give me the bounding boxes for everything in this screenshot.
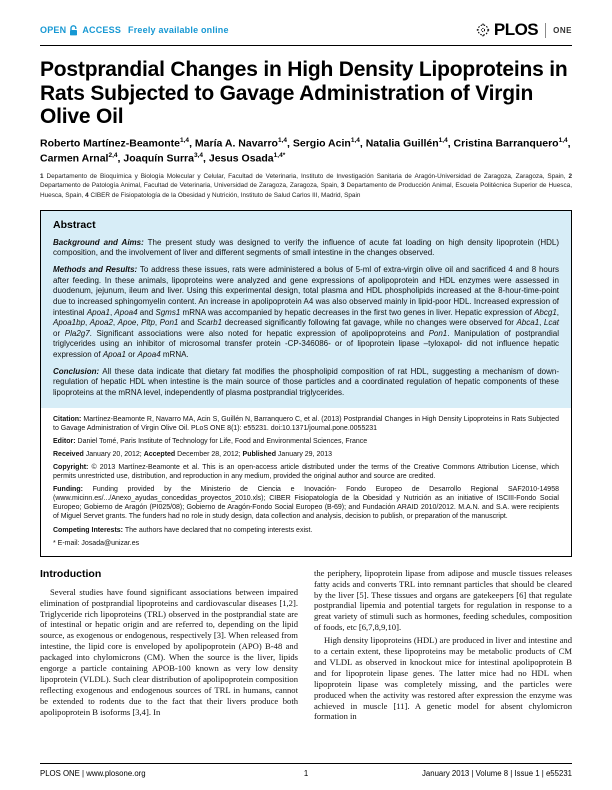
right-column <box>314 568 572 763</box>
article-metadata <box>41 408 571 556</box>
masthead <box>40 20 572 46</box>
text-run: . Manipulation of postprandial triglycerides using an inhibitor of microsomal transfer protein -CP-346086- or of lipoprotein lipase –tyloxapol- did not influence hepatic expression of <box>53 328 559 360</box>
text-run: or <box>53 328 65 338</box>
freely-available-label: Freely available online <box>128 25 229 35</box>
text-run: mRNA was accompanied by hepatic decreases in the first two genes in liver. Hepatic expression of <box>180 307 535 317</box>
text-run: Daniel Tomé, Paris Institute of Technology for Life, Food and Environmental Sciences, France <box>75 437 368 445</box>
text-run: , <box>154 318 160 328</box>
author-name: María A. Navarro <box>194 137 278 150</box>
text-run: Sgms1 <box>155 307 181 317</box>
text-run: mRNA. <box>160 350 189 360</box>
text-run: December 28, 2012; <box>175 450 243 458</box>
abstract-heading: Abstract <box>53 218 96 231</box>
text-run: January 29, 2013 <box>275 450 333 458</box>
footer-journal-url: PLOS ONE | www.plosone.org <box>40 769 146 778</box>
abstract-paragraph-conclusion <box>53 367 559 399</box>
text-run: Lcat <box>543 318 560 328</box>
author-affiliation-superscript: 1,4 <box>438 136 448 144</box>
email-link[interactable]: Josada@unizar.es <box>81 539 140 547</box>
open-access-open-label: OPEN <box>40 25 67 35</box>
footer-page-number: 1 <box>303 769 309 778</box>
open-lock-icon <box>69 25 79 36</box>
text-run: , <box>85 318 90 328</box>
page-footer <box>40 763 572 778</box>
text-run: Apoa4 <box>114 307 138 317</box>
author-affiliation-superscript: 1,4 <box>558 136 568 144</box>
text-run: The present study was designed to verify the influence of acute fat loading on high density lipoprotein (HDL) composition, and the involvement of liver and different segments of small intestine in the changes observed. <box>53 237 559 258</box>
text-run: 2 <box>568 172 572 180</box>
author-name: Sergio Acin <box>292 137 351 150</box>
text-run: Conclusion: <box>53 366 100 376</box>
text-run: decreased significantly following fat gavage, while no changes were observed for <box>222 318 517 328</box>
author-name: Carmen Arnal <box>40 152 109 165</box>
text-run: © 2013 Martínez-Beamonte et al. This is an open-access article distributed under the terms of the Creative Commons Attribution License, which permits unrestricted use, distribution, and reproduction in any medium, provided the original author and source are credited. <box>53 463 559 481</box>
author-name: Roberto Martínez-Beamonte <box>40 137 181 150</box>
author-name: Cristina Barranquero <box>453 137 559 150</box>
plos-one-logo <box>476 20 572 40</box>
author-name: Natalia Guillén <box>365 137 439 150</box>
text-run: January 20, 2012; <box>83 450 144 458</box>
text-run: . Significant associations were also noted for hepatic expression of apolipoproteins and <box>89 328 429 338</box>
text-run: , <box>556 307 559 317</box>
text-run: Citation: <box>53 415 82 423</box>
footer-issue-info: January 2013 | Volume 8 | Issue 1 | e55231 <box>422 769 572 778</box>
logo-divider <box>545 23 546 38</box>
introduction-paragraph <box>40 587 298 718</box>
metadata-funding <box>53 485 559 521</box>
text-run: Scarb1 <box>196 318 223 328</box>
right-column-paragraph-2 <box>314 635 572 722</box>
metadata-citation <box>53 415 559 433</box>
metadata-email <box>53 539 559 548</box>
plos-one-text: ONE <box>553 25 572 35</box>
text-run: the periphery, lipoprotein lipase from adipose and muscle tissues releases fatty acids and converts TRL into remnant particles that should be cleared by the liver [5]. These tissues and organs are gatekeepers [6] that regulate postprandial lipemia and potential targets for regulation in response to a great variety of stimuli such as hormones, feeding schedules, composition of foods, etc [6,7,8,9,10]. <box>314 567 572 633</box>
text-run: 1 <box>40 172 44 180</box>
text-run: CIBER de Fisiopatología de la Obesidad y Nutrición, Instituto de Salud Carlos III, Madrid, Spain <box>88 191 361 199</box>
plos-sphere-icon <box>476 23 490 37</box>
text-run: Departamento de Producción Animal, Escuela Politécnica Superior de Huesca, Huesca, Spain, <box>40 182 572 199</box>
text-run: Funding: <box>53 486 83 494</box>
text-run: Published <box>242 450 276 458</box>
introduction-heading: Introduction <box>40 567 102 580</box>
text-run: Editor: <box>53 437 76 445</box>
text-run: All these data indicate that dietary fat modifies the phospholipid composition of rat HDL, suggesting a mechanism of down-regulation of hepatic HDL when intestine is the main source of those particles and a coordinated regulation of hepatic components of these lipoproteins at the mRNA level, independently of plasma postprandial triglycerides. <box>53 366 559 397</box>
text-run: Accepted <box>143 450 176 458</box>
text-run: and <box>178 318 197 328</box>
text-run: The authors have declared that no competing interests exist. <box>123 526 313 534</box>
text-run: Copyright: <box>53 463 89 471</box>
abstract-box <box>40 210 572 557</box>
text-run: Martínez-Beamonte R, Navarro MA, Acin S, Guillén N, Barranquero C, et al. (2013) Postprandial Changes in High Density Lipoproteins in Rats Subjected to Gavage Administration of Virgin Olive Oil. PLoS ONE 8(1): e55231. doi:10.1371/journal.pone.0055231 <box>53 415 559 432</box>
author-affiliation-superscript: 2,4 <box>108 152 118 160</box>
open-access-access-label: ACCESS <box>82 25 122 35</box>
text-run: Apoa1 <box>86 307 110 317</box>
author-list: Roberto Martínez-Beamonte$^{1,4}$, María A. Navarro$^{1,4}$, Sergio Acin$^{1,4}$, Natalia Guillén$^{1,4}$, Cristina Barranquero$^{1,4}$, Carmen Arnal$^{2,4}$, Joaquín Surra$^{3,4}$, Jesus Osada$^{1,4*}$ <box>40 136 571 165</box>
metadata-competing-interests <box>53 526 559 535</box>
author-name: Joaquín Surra <box>123 152 194 165</box>
article-title: Postprandial Changes in High Density Lipoproteins in Rats Subjected to Gavage Administration of Virgin Olive Oil <box>40 58 568 129</box>
text-run: Received <box>53 450 84 458</box>
author-name: Jesus Osada <box>208 152 274 165</box>
text-run: Apoa1 <box>102 350 126 360</box>
author-affiliation-superscript: 1,4 <box>277 136 288 144</box>
text-run: Abca1 <box>516 318 540 328</box>
abstract-section <box>41 211 571 408</box>
author-affiliation-superscript: 1,4 <box>180 136 190 144</box>
text-run: Methods and Results: <box>53 265 138 275</box>
text-run: Several studies have found significant associations between impaired elimination of postprandial lipoproteins and cardiovascular diseases [1,2]. Triglyceride rich lipoproteins (TRL) observed in the postprandial state are of intestinal or hepatic origin and are referred to, depending on the lipid source, as exogenous or endogenous, respectively [3]. When released from intestine, the lipid core is enveloped by apolipoprotein (APO) B-48 and packaged into chylomicrons (CM). When the source is the liver, lipids engorge a particle containing APOB-100 known as very low density lipoprotein (VLDL). Such clear distribution of apolipoprotein composition reflecting exogenous and endogenous sources of TRL in humans, cannot be extended to rodents due to the fact that their livers produce both apolipoprotein B isoforms [3,4]. In <box>40 586 298 717</box>
abstract-paragraph-background <box>53 238 559 259</box>
text-run: To address these issues, rats were administered a bolus of 5-ml of extra-virgin olive oil and sacrificed 4 and 8 hours after feeding. In these animals, lipoproteins were analyzed and gene expressions of apolipoprotein and HDL enzymes were assessed in duodenum, jejunum, ileum and liver. Using this experimental design, total plasma and HDL phospholipids increased at the 8-hour-time-point due to increased sphingomyelin content. An increase in apolipoprotein A4 was also observed mainly in lipid-poor HDL. Increased expression of intestinal <box>53 265 559 317</box>
text-run: , <box>112 318 118 328</box>
email-prefix: * E-mail: <box>53 539 82 547</box>
article-body <box>40 568 572 763</box>
text-run: Apoa1bp <box>53 318 86 328</box>
plos-logo-text: PLOS <box>493 20 539 39</box>
text-run: 3 <box>340 182 345 190</box>
metadata-dates <box>53 450 559 459</box>
open-access-banner <box>40 25 229 36</box>
text-run: Competing Interests: <box>53 526 124 534</box>
text-run: Funding provided by the Ministerio de Ciencia e Inovación- Fondo Europeo de Desarrollo Regional SAF2010-14958 (www.micinn.es/.../Anexo_ayudas_concedidas_proyectos_2010.xls); CIBER Fisiopatología de la Obesidad y Nutrición as an initiative of ISCIII-Fondo Social Europeo; Gobierno de Aragón (PI025/08); Gobierno de Aragón-Fondo Social Europeo (B-69); and Fundación ARAID 2010/2012. M.A.N. and S.A. were recipients of Miguel Servet grants. The funders had no role in study design, data collection and analysis, decision to publish, or preparation of the manuscript. <box>53 486 559 521</box>
metadata-editor <box>53 437 559 446</box>
text-run: , <box>539 318 544 328</box>
text-run: Pla2g7 <box>64 328 90 338</box>
text-run: , <box>136 318 142 328</box>
text-run: Pltp <box>141 318 155 328</box>
text-run: High density lipoproteins (HDL) are produced in liver and intestine and to a certain extent, these lipoproteins may be metabolic products of CM and VLDL as observed in knockout mice for intestinal apolipoprotein B and for lipoprotein lipase genes. The latter mice had no HDL when lipoprotein lipase was completely missing, and the particles were produced when the activity was restored after expression the enzyme was achieved in muscle [11]. A genetic model for absent chylomicron formation in <box>314 635 572 722</box>
text-run: Departamento de Bioquímica y Biología Molecular y Celular, Facultad de Veterinaria, Instituto de Investigación Sanitaria de Aragón-Universidad de Zaragoza, Zaragoza, Spain, <box>43 172 569 180</box>
text-run: Background and Aims: <box>53 237 144 247</box>
author-affiliation-superscript: 1,4 <box>350 136 360 144</box>
text-run: 4 <box>85 191 89 199</box>
text-run: Abcg1 <box>534 307 557 317</box>
text-run: and <box>137 307 156 317</box>
text-run: Apoe <box>117 318 137 328</box>
author-affiliation-superscript: 1,4* <box>273 152 286 160</box>
text-run: Pon1 <box>428 328 448 338</box>
text-run: or <box>125 350 138 360</box>
metadata-copyright <box>53 463 559 481</box>
affiliations <box>40 172 572 200</box>
author-affiliation-superscript: 3,4 <box>193 152 204 160</box>
right-column-paragraph-1 <box>314 568 572 633</box>
text-run: Apoa2 <box>89 318 113 328</box>
left-column <box>40 568 298 763</box>
text-run: , <box>109 307 115 317</box>
text-run: Departamento de Patología Animal, Facultad de Veterinaria, Universidad de Zaragoza, Zaragoza, Spain, <box>40 182 341 190</box>
text-run: Apoa4 <box>137 350 161 360</box>
text-run: Pon1 <box>159 318 179 328</box>
abstract-paragraph-methods <box>53 265 559 361</box>
